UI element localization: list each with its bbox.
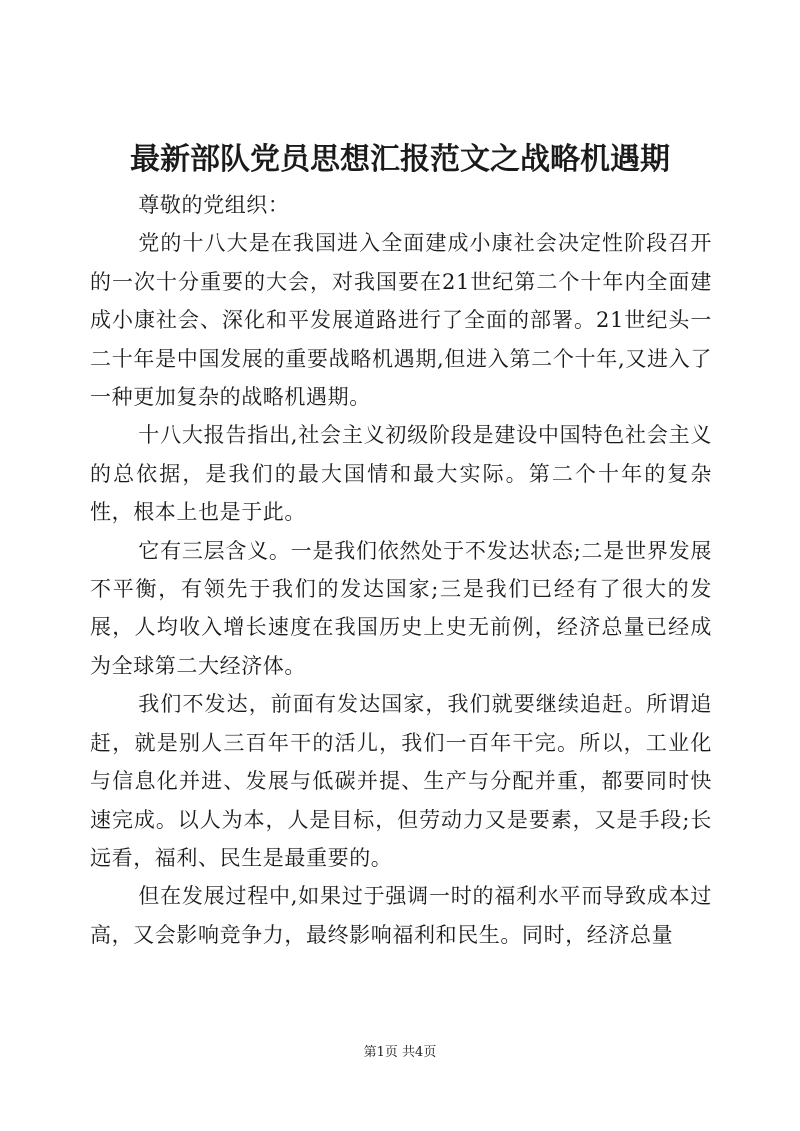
paragraph-5: 但在发展过程中,如果过于强调一时的福利水平而导致成本过高，又会影响竞争力，最终影响福利和民生。同时，经济总量 (90, 884, 712, 947)
page-footer: 第1页 共4页 (363, 1045, 437, 1060)
paragraph-1: 党的十八大是在我国进入全面建成小康社会决定性阶段召开的一次十分重要的大会，对我国要在21世纪第二个十年内全面建成小康社会、深化和平发展道路进行了全面的部署。21世纪头一二十年是中国发展的重要战略机遇期,但进入第二个十年,又进入了一种更加复杂的战略机遇期。 (90, 231, 712, 410)
salutation: 尊敬的党组织： (138, 193, 290, 217)
document-body (90, 186, 712, 954)
paragraph-3: 它有三层含义。一是我们依然处于不发达状态;二是世界发展不平衡，有领先于我们的发达国家;三是我们已经有了很大的发展，人均收入增长速度在我国历史上史无前例，经济总量已经成为全球第二大经济体。 (90, 538, 712, 678)
paragraph-2: 十八大报告指出,社会主义初级阶段是建设中国特色社会主义的总依据，是我们的最大国情和最大实际。第二个十年的复杂性，根本上也是于此。 (90, 423, 712, 525)
document-title: 最新部队党员思想汇报范文之战略机遇期 (130, 142, 670, 177)
paragraph-4: 我们不发达，前面有发达国家，我们就要继续追赶。所谓追赶，就是别人三百年干的活儿，我们一百年干完。所以，工业化与信息化并进、发展与低碳并提、生产与分配并重，都要同时快速完成。以人为本，人是目标，但劳动力又是要素，又是手段;长远看，福利、民生是最重要的。 (90, 692, 712, 870)
